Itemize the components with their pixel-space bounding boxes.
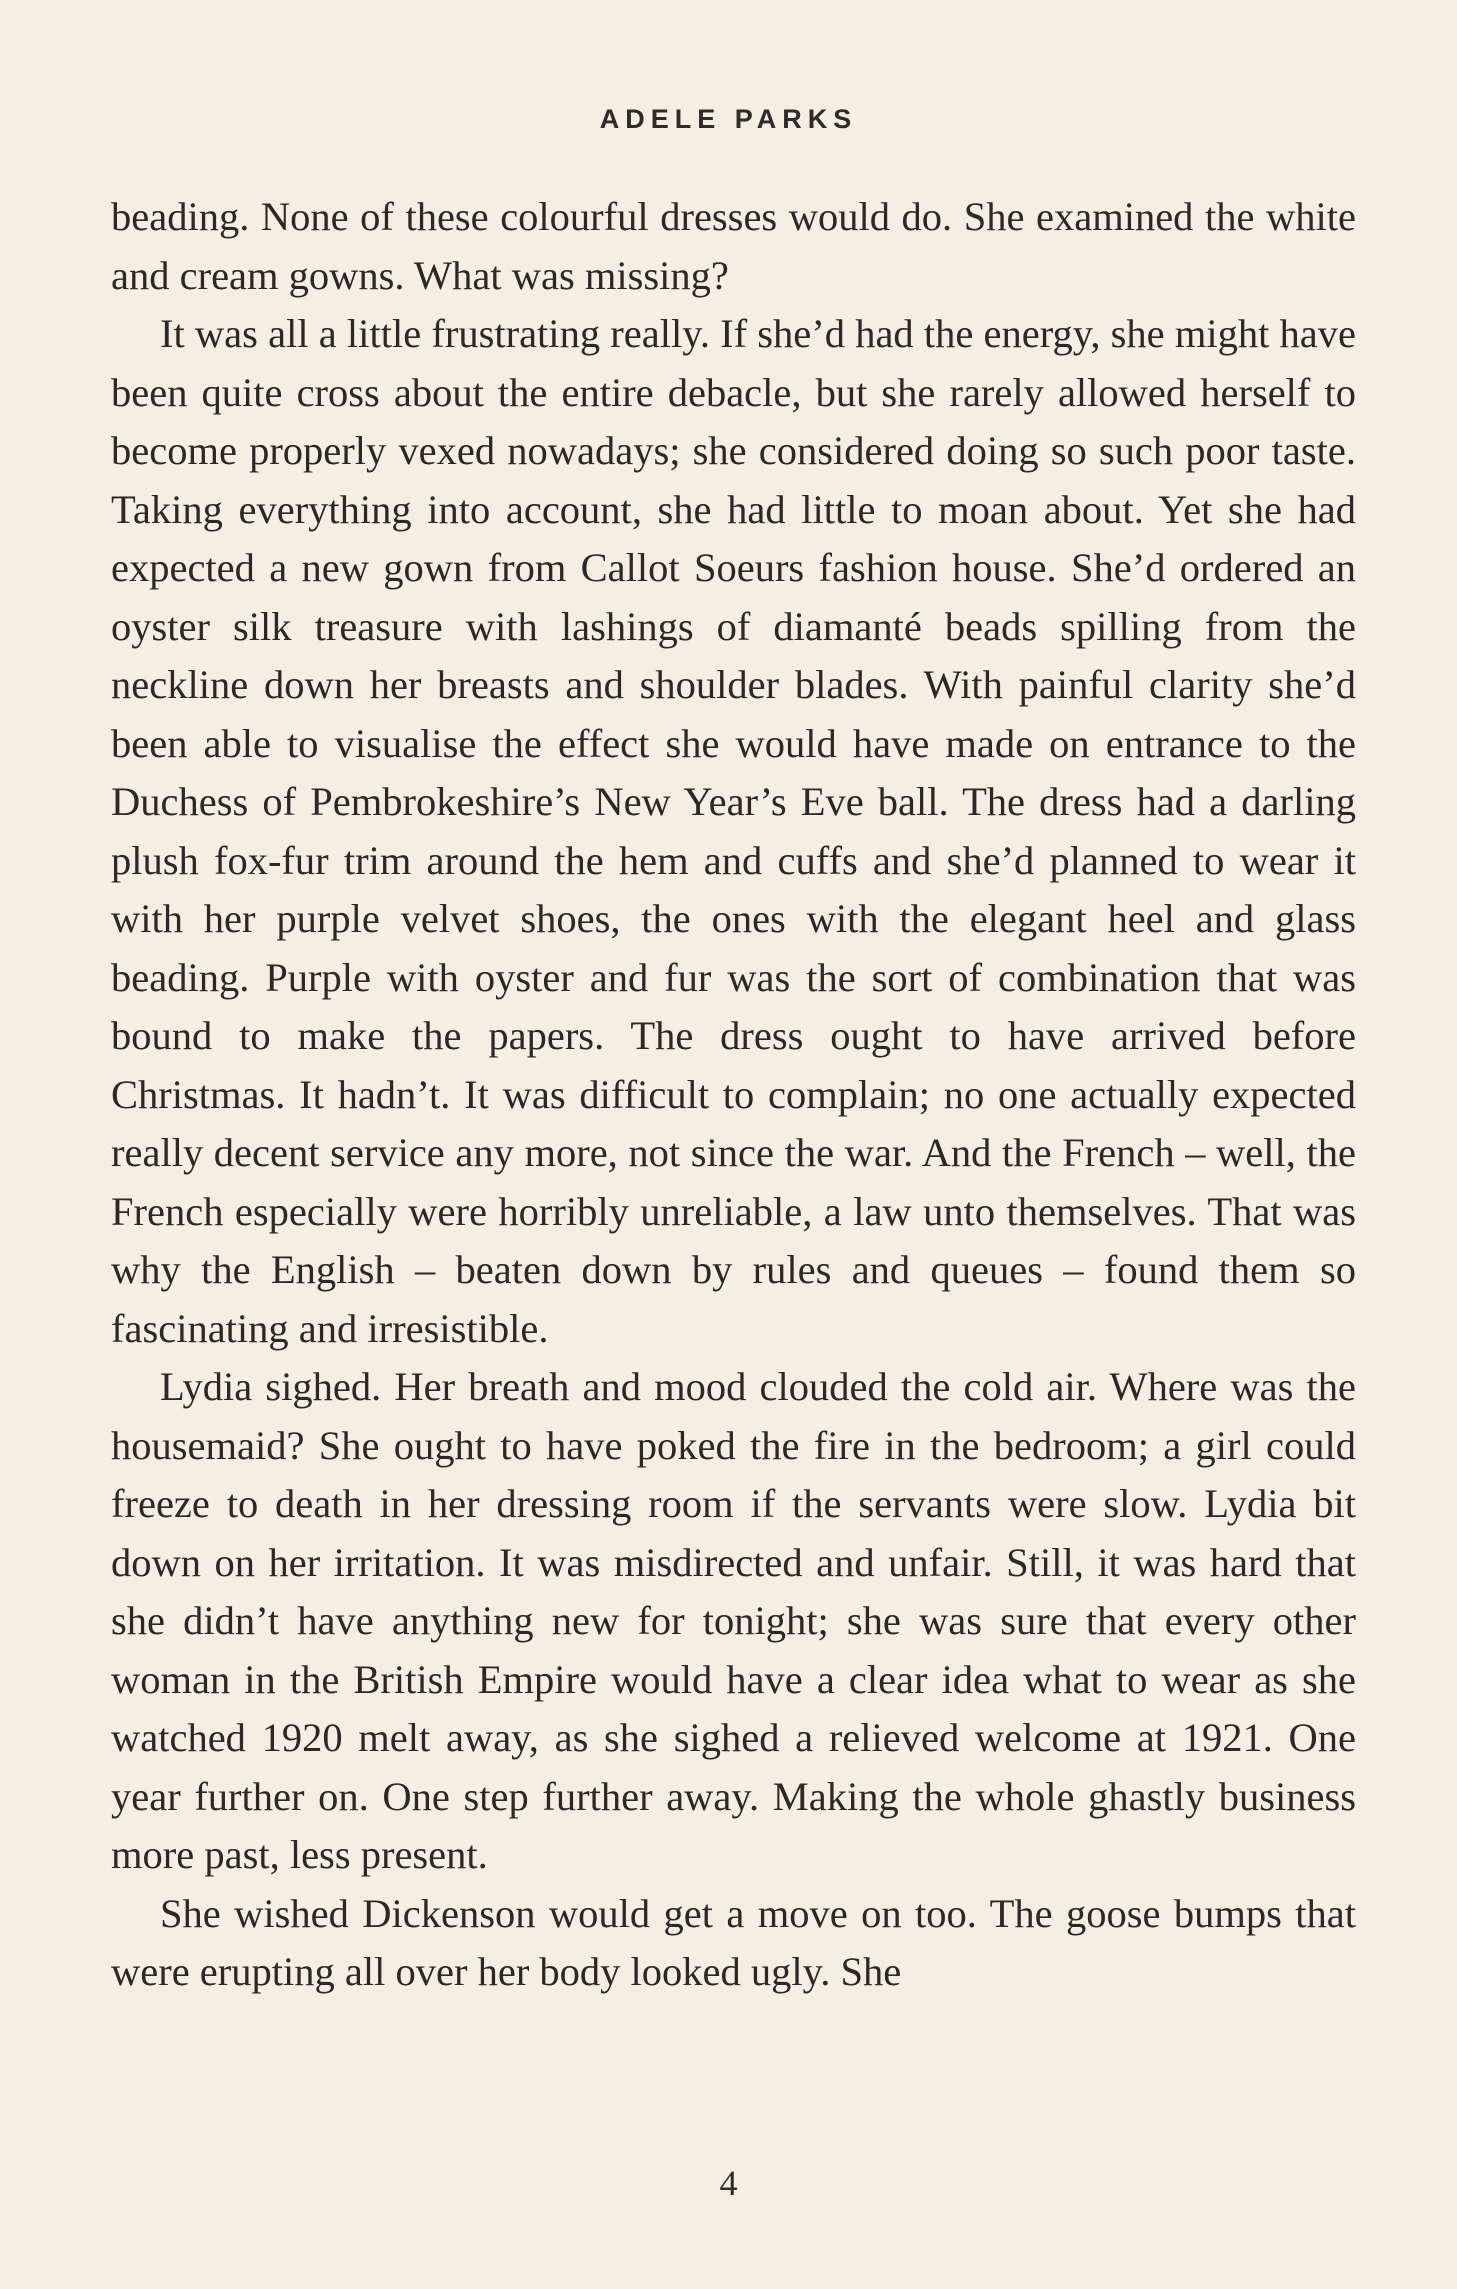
paragraph: Lydia sighed. Her breath and mood clouded the cold air. Where was the housemaid? She ought to have poked the fire in the bedroom; a girl could freeze to death in her dressing room if the servants were slow. Lydia bit down on her irritation. It was misdirected and unfair. Still, it was hard that she didn’t have anything new for tonight; she was sure that every other woman in the British Empire would have a clear idea what to wear as she watched 1920 melt away, as she sighed a relieved welcome at 1921. One year further on. One step further away. Making the whole ghastly business more past, less present. xyxy=(111,1364,1356,1877)
page-number: 4 xyxy=(719,2163,738,2203)
running-head: ADELE PARKS xyxy=(599,104,858,134)
paragraph-continued: beading. None of these colourful dresses would do. She examined the white and cream gowns. What was missing? xyxy=(111,194,1356,298)
paragraph: She wished Dickenson would get a move on too. The goose bumps that were erupting all over her body looked ugly. She xyxy=(111,1890,1356,1994)
body-text xyxy=(111,188,1356,2002)
paragraph: It was all a little frustrating really. If she’d had the energy, she might have been quite cross about the entire debacle, but she rarely allowed herself to become properly vexed nowadays; she considered doing so such poor taste. Taking everything into account, she had little to moan about. Yet she had expected a new gown from Callot Soeurs fashion house. She’d ordered an oyster silk treasure with lashings of diamanté beads spilling from the neckline down her breasts and shoulder blades. With painful clarity she’d been able to visualise the effect she would have made on entrance to the Duchess of Pembrokeshire’s New Year’s Eve ball. The dress had a darling plush fox-fur trim around the hem and cuffs and she’d planned to wear it with her purple velvet shoes, the ones with the elegant heel and glass beading. Purple with oyster and fur was the sort of combination that was bound to make the papers. The dress ought to have arrived before Christmas. It hadn’t. It was difficult to complain; no one actually expected really decent service any more, not since the war. And the French – well, the French especially were horribly unreliable, a law unto themselves. That was why the English – beaten down by rules and queues – found them so fascinating and irresistible. xyxy=(111,311,1356,1351)
